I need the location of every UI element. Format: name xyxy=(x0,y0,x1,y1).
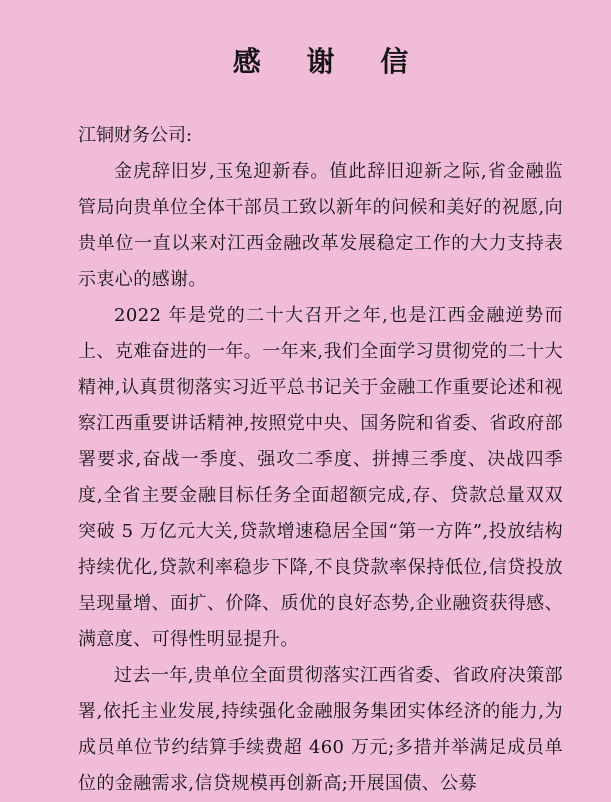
letter-salutation: 江铜财务公司: xyxy=(78,125,193,146)
letter-title: 感 谢 信 xyxy=(232,45,427,78)
letter-paragraph-2: 2022 年是党的二十大召开之年,也是江西金融逆势而上、克难奋进的一年。一年来,我们全面学习贯彻党的二十大精神,认真贯彻落实习近平总书记关于金融工作重要论述和视察江西重要讲话精神,按照党中央、国务院和省委、省政府部署要求,奋战一季度、强攻二季度、拼搏三季度、决战四季度,全省主要金融目标任务全面超额完成,存、贷款总量双双突破 5 万亿元大关,贷款增速稳居全国“第一方阵”,投放结构持续优化,贷款利率稳步下降,不良贷款率保持低位,信贷投放呈现量增、面扩、价降、质优的良好态势,企业融资获得感、满意度、可得性明显提升。 xyxy=(78,305,563,650)
letter-paragraph-1: 金虎辞旧岁,玉兔迎新春。值此辞旧迎新之际,省金融监管局向贵单位全体干部员工致以新年的问候和美好的祝愿,向贵单位一直以来对江西金融改革发展稳定工作的大力支持表示衷心的感谢。 xyxy=(78,161,563,290)
letter-paragraph-3: 过去一年,贵单位全面贯彻落实江西省委、省政府决策部署,依托主业发展,持续强化金融服务集团实体经济的能力,为成员单位节约结算手续费超 460 万元;多措并举满足成员单位的金融需求,信贷规模再创新高;开展国债、公募 xyxy=(78,665,563,794)
